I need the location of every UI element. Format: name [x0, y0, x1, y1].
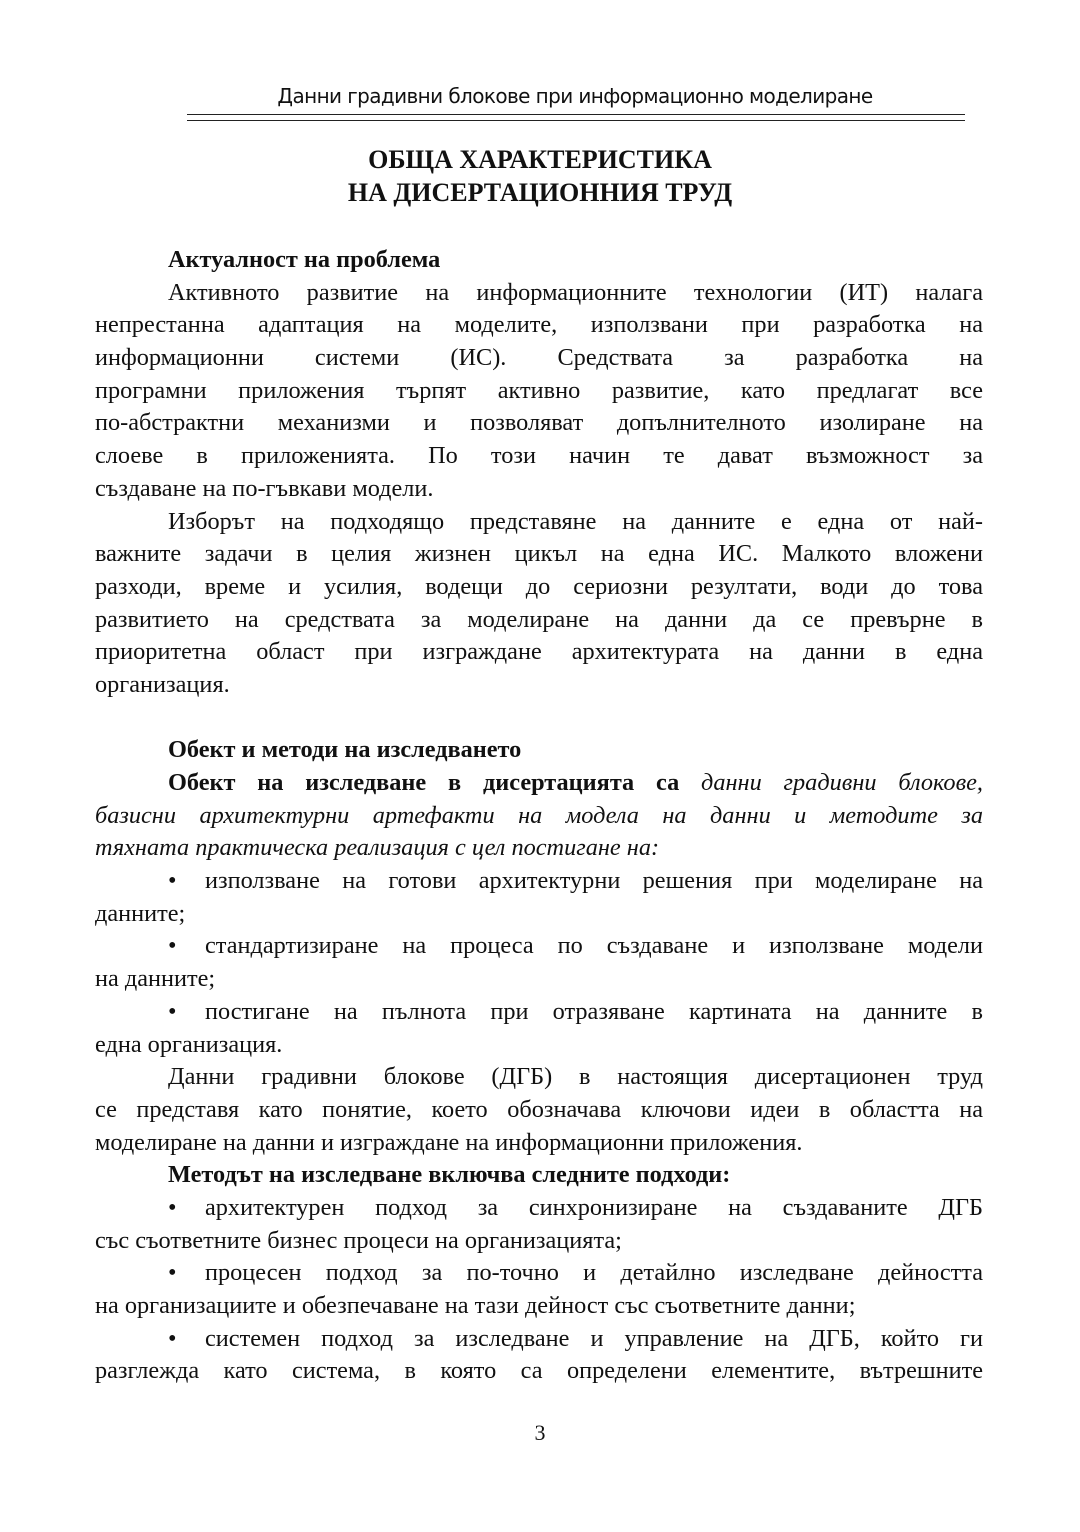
text-line: [95, 571, 983, 604]
text-line: [95, 342, 983, 375]
bullet-item: [95, 865, 983, 930]
text-line: [95, 1029, 983, 1062]
document-body: [95, 244, 983, 1388]
line-text: приоритетна област при изграждане архитектурата на данни в една: [95, 638, 983, 666]
line-text: създаване на по-гъвкави модели.: [95, 474, 434, 502]
chapter-title-line: ОБЩА ХАРАКТЕРИСТИКА: [368, 145, 712, 174]
bullet-item: [95, 996, 983, 1061]
paragraph: [95, 1061, 983, 1159]
line-text: стандартизиране на процеса по създаване и използване модели: [205, 932, 983, 960]
text-line: [95, 767, 983, 800]
line-text: системен подход за изследване и управление на ДГБ, който ги: [205, 1324, 983, 1352]
italic-text: базисни архитектурни артефакти на модела на данни и методите за: [95, 801, 983, 829]
text-line: [95, 244, 983, 277]
text-line: [95, 1290, 983, 1323]
line-text: Методът на изследване включва следните подходи:: [168, 1161, 731, 1189]
paragraph: [95, 767, 983, 865]
bullet-icon: •: [168, 997, 177, 1025]
text-line: [95, 407, 983, 440]
text-line: [95, 832, 983, 865]
italic-text: данни градивни блокове,: [701, 769, 983, 796]
line-text: Активното развитие на информационните технологии (ИТ) налага: [168, 278, 983, 306]
line-text: използване на готови архитектурни решения при моделиране на: [205, 867, 983, 895]
page-number: 3: [534, 1420, 546, 1445]
line-text: Актуалност на проблема: [168, 246, 441, 273]
bullet-item: [95, 1323, 983, 1388]
bold-text: Обект на изследване в дисертацията са: [168, 769, 702, 796]
text-line: [95, 440, 983, 473]
line-text: организация.: [95, 670, 230, 698]
text-line: [95, 1159, 983, 1192]
paragraph: [95, 277, 983, 506]
line-text: се представя като понятие, което обозначава ключови идеи в областта на: [95, 1095, 983, 1123]
text-line: [95, 1323, 983, 1356]
text-line: [95, 1355, 983, 1388]
bullet-item: [95, 1192, 983, 1257]
line-text: слоеве в приложенията. По този начин те дават възможност за: [95, 442, 983, 470]
bullet-icon: •: [168, 1193, 177, 1221]
line-text: архитектурен подход за синхронизиране на създаваните ДГБ: [205, 1193, 983, 1221]
bullet-icon: •: [168, 932, 177, 960]
line-text: със съответните бизнес процеси на организацията;: [95, 1226, 622, 1254]
line-text: развитието на средствата за моделиране на данни да се превърне в: [95, 605, 983, 633]
bullet-item: [95, 1257, 983, 1322]
line-text: процесен подход за по-точно и детайлно изследване дейността: [205, 1259, 983, 1287]
text-line: [95, 865, 983, 898]
text-line: [95, 277, 983, 310]
text-line: [95, 1192, 983, 1225]
chapter-title-line: НА ДИСЕРТАЦИОННИЯ ТРУД: [347, 178, 733, 207]
line-text: моделиране на данни и изграждане на информационни приложения.: [95, 1128, 803, 1156]
text-line: [95, 473, 983, 506]
section-heading: [95, 1159, 983, 1192]
text-line: [95, 930, 983, 963]
line-text: непрестанна адаптация на моделите, използвани при разработка на: [95, 311, 983, 339]
text-line: [95, 1061, 983, 1094]
text-line: [95, 604, 983, 637]
running-header: Данни градивни блокове при информационно моделиране: [277, 84, 873, 108]
chapter-title: [0, 143, 1080, 209]
line-text: програмни приложения търпят активно развитие, като предлагат все: [95, 376, 983, 404]
blank-line: [95, 702, 983, 735]
text-line: [95, 734, 983, 767]
text-line: [95, 800, 983, 833]
line-text: Изборът на подходящо представяне на данните е една от най-: [168, 507, 983, 535]
line-text: информационни системи (ИС). Средствата за разработка на: [95, 344, 983, 372]
italic-text: тяхната практическа реализация с цел постигане на:: [95, 834, 660, 862]
line-text: данните;: [95, 899, 186, 927]
line-text: Обект и методи на изследването: [168, 736, 522, 764]
text-line: [95, 1094, 983, 1127]
line-text: на организациите и обезпечаване на тази дейност със съответните данни;: [95, 1292, 856, 1319]
line-text: по-абстрактни механизми и позволяват допълнителното изолиране на: [95, 409, 983, 437]
text-line: [95, 963, 983, 996]
text-line: [95, 669, 983, 702]
text-line: [95, 506, 983, 539]
text-line: [95, 898, 983, 931]
text-line: [95, 538, 983, 571]
bullet-item: [95, 930, 983, 995]
text-line: [95, 1257, 983, 1290]
text-line: [95, 309, 983, 342]
text-line: [95, 996, 983, 1029]
line-text: на данните;: [95, 965, 216, 993]
header-double-rule: [187, 114, 965, 121]
line-text: разходи, време и усилия, водещи до сериозни резултати, води до това: [95, 572, 983, 600]
paragraph: [95, 506, 983, 702]
bullet-icon: •: [168, 867, 177, 895]
text-line: [95, 375, 983, 408]
line-text: постигане на пълнота при отразяване картината на данните в: [205, 997, 983, 1025]
bullet-icon: •: [168, 1324, 177, 1352]
section-heading: [95, 244, 983, 277]
line-text: една организация.: [95, 1030, 283, 1058]
line-text: важните задачи в целия жизнен цикъл на една ИС. Малкото вложени: [95, 540, 983, 568]
text-line: [95, 1127, 983, 1160]
text-line: [95, 1225, 983, 1258]
text-line: [95, 636, 983, 669]
section-heading: [95, 734, 983, 767]
line-text: Данни градивни блокове (ДГБ) в настоящия дисертационен труд: [168, 1063, 983, 1091]
bullet-icon: •: [168, 1259, 177, 1287]
line-text: разглежда като система, в която са определени елементите, вътрешните: [95, 1357, 983, 1385]
